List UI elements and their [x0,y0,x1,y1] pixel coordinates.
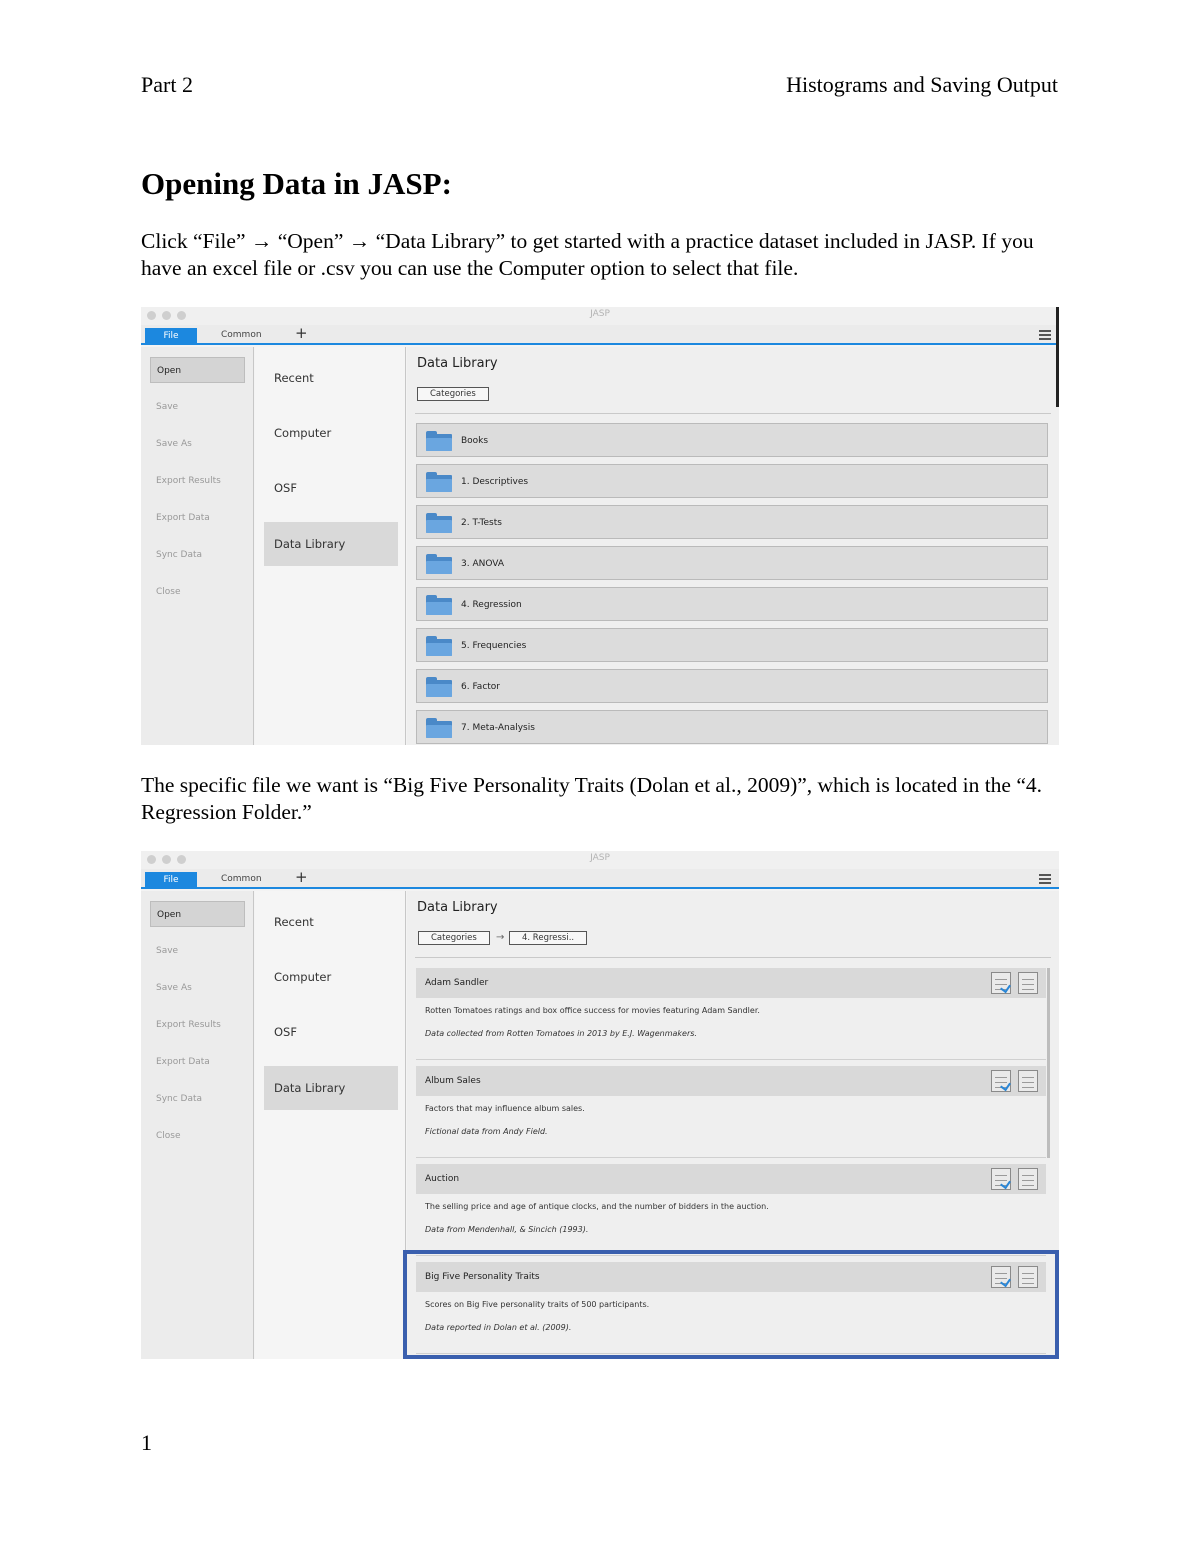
dataset-header [416,968,1046,998]
folder-icon [426,677,452,697]
folder-label: 1. Descriptives [461,477,529,487]
folder-icon [426,554,452,574]
open-dataset-icon[interactable] [991,1070,1011,1092]
dataset-header [416,1066,1046,1096]
folder-regression[interactable] [416,587,1048,621]
add-module-button[interactable]: + [295,324,308,342]
window-title: JASP [590,853,610,863]
dataset-name: Auction [425,1174,460,1184]
file-menu [141,891,254,1359]
source-computer[interactable]: Computer [274,970,332,984]
data-library-panel [407,347,1059,745]
folder-icon [426,472,452,492]
instructions-paragraph: Click “File” → “Open” → “Data Library” to get started with a practice dataset included in JASP. If you have an excel file or .csv you can use the Computer option to select that file. [141,229,1034,280]
dataset-description: Rotten Tomatoes ratings and box office success for movies featuring Adam Sandler. [425,1006,760,1015]
folder-icon [426,431,452,451]
window-edge [1056,307,1059,407]
open-dataset-icon[interactable] [991,972,1011,994]
source-computer[interactable]: Computer [274,426,332,440]
window-titlebar [141,851,1059,869]
open-example-icon[interactable] [1018,972,1038,994]
file-menu-export-results[interactable]: Export Results [156,476,221,486]
folder-label: 7. Meta-Analysis [461,723,535,733]
open-example-icon[interactable] [1018,1070,1038,1092]
folder-label: 6. Factor [461,682,500,692]
breadcrumb-regression[interactable]: 4. Regressi.. [509,931,587,945]
folder-books[interactable] [416,423,1048,457]
window-titlebar [141,307,1059,325]
file-menu-close[interactable]: Close [156,587,181,597]
tab-file[interactable]: File [145,328,197,345]
highlight-box [403,1250,1059,1359]
open-dataset-icon[interactable] [991,1168,1011,1190]
folder-descriptives[interactable] [416,464,1048,498]
folder-meta-analysis[interactable] [416,710,1048,744]
dataset-header [416,1164,1046,1194]
dataset-album-sales[interactable] [416,1066,1046,1158]
page-header-right: Histograms and Saving Output [786,72,1058,97]
breadcrumb-categories[interactable]: Categories [417,387,489,401]
folder-label: 4. Regression [461,600,522,610]
divider [415,957,1051,958]
folder-anova[interactable] [416,546,1048,580]
file-menu-sync-data[interactable]: Sync Data [156,1094,203,1104]
page-number: 1 [141,1430,152,1455]
folder-icon [426,513,452,533]
tab-common[interactable]: Common [221,330,262,340]
open-example-icon[interactable] [1018,1168,1038,1190]
dataset-description: Factors that may influence album sales. [425,1104,585,1113]
breadcrumb-arrow-icon: → [496,932,505,943]
file-menu-save[interactable]: Save [156,402,179,412]
dataset-source: Data collected from Rotten Tomatoes in 2013 by E.J. Wagenmakers. [425,1029,697,1038]
file-menu-save[interactable]: Save [156,946,179,956]
file-menu-open[interactable]: Open [150,357,245,383]
dataset-source: Data reported in Dolan et al. (2009). [425,1323,572,1332]
page-header-left: Part 2 [141,72,193,97]
dataset-description: Scores on Big Five personality traits of 500 participants. [425,1300,650,1309]
folder-t-tests[interactable] [416,505,1048,539]
file-menu-close[interactable]: Close [156,1131,181,1141]
open-source-list [255,347,406,745]
folder-label: Books [461,436,489,446]
dataset-auction[interactable] [416,1164,1046,1256]
dataset-name: Big Five Personality Traits [425,1272,540,1282]
data-library-title: Data Library [417,900,498,915]
hamburger-menu-icon[interactable] [1039,330,1051,340]
dataset-source: Data from Mendenhall, & Sincich (1993). [425,1225,589,1234]
file-menu-export-data[interactable]: Export Data [156,513,210,523]
dataset-adam-sandler[interactable] [416,968,1046,1060]
dataset-name: Adam Sandler [425,978,489,988]
tab-common[interactable]: Common [221,874,262,884]
file-menu-export-results[interactable]: Export Results [156,1020,221,1030]
folder-icon [426,595,452,615]
folder-label: 3. ANOVA [461,559,505,569]
add-module-button[interactable]: + [295,868,308,886]
ribbon-tab-bar [141,325,1059,345]
folder-label: 2. T-Tests [461,518,502,528]
jasp-window-regression-folder [141,851,1059,1359]
folder-icon [426,718,452,738]
file-menu-save-as[interactable]: Save As [156,983,192,993]
folder-frequencies[interactable] [416,628,1048,662]
source-osf[interactable]: OSF [274,1025,297,1039]
source-data-library[interactable]: Data Library [264,522,398,566]
folder-icon [426,636,452,656]
data-library-title: Data Library [417,356,498,371]
open-source-list [255,891,406,1359]
dataset-description: The selling price and age of antique clocks, and the number of bidders in the auction. [425,1202,769,1211]
file-location-paragraph: The specific file we want is “Big Five Personality Traits (Dolan et al., 2009)”, which is located in the “4. Regression Folder.” [141,773,1043,824]
ribbon-tab-bar [141,869,1059,889]
dataset-source: Fictional data from Andy Field. [425,1127,548,1136]
source-recent[interactable]: Recent [274,371,314,385]
breadcrumb-categories[interactable]: Categories [418,931,490,945]
hamburger-menu-icon[interactable] [1039,874,1051,884]
file-menu-open[interactable]: Open [150,901,245,927]
tab-file[interactable]: File [145,872,197,889]
file-menu-sync-data[interactable]: Sync Data [156,550,203,560]
file-menu-export-data[interactable]: Export Data [156,1057,210,1067]
folder-factor[interactable] [416,669,1048,703]
folder-label: 5. Frequencies [461,641,527,651]
jasp-window-data-library [141,307,1059,745]
dataset-name: Album Sales [425,1076,481,1086]
source-data-library[interactable]: Data Library [264,1066,398,1110]
source-recent[interactable]: Recent [274,915,314,929]
source-osf[interactable]: OSF [274,481,297,495]
file-menu-save-as[interactable]: Save As [156,439,192,449]
file-menu [141,347,254,745]
window-title: JASP [590,309,610,319]
section-title: Opening Data in JASP: [141,166,452,201]
scrollbar[interactable] [1047,968,1050,1158]
divider [415,413,1051,414]
